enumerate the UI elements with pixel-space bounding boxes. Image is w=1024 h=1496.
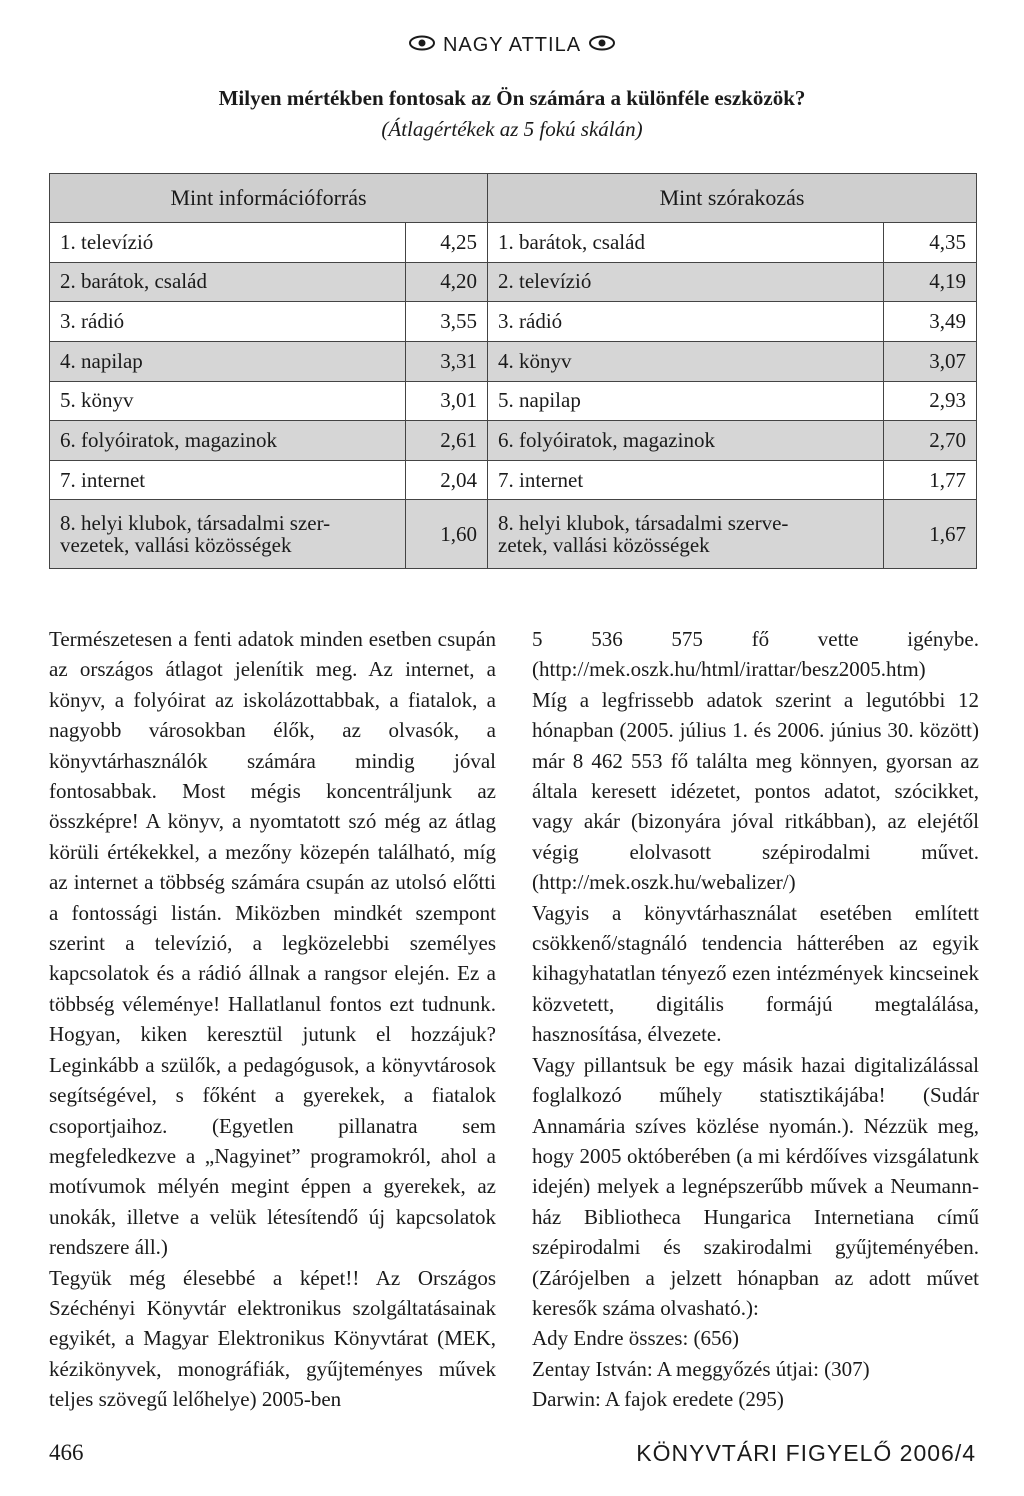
- table-cell: 4,35: [884, 223, 977, 263]
- journal-name: KÖNYVTÁRI FIGYELŐ 2006/4: [636, 1440, 976, 1466]
- table-cell: [50, 500, 406, 569]
- table-cell: 2. televízió: [488, 262, 884, 302]
- table-cell: 2,93: [884, 381, 977, 421]
- table-cell: 5. napilap: [488, 381, 884, 421]
- table-cell: 1,77: [884, 460, 977, 500]
- table-cell: [488, 500, 884, 569]
- table-row: [50, 341, 977, 381]
- table-cell: 1,67: [884, 500, 977, 569]
- table-cell: 4,19: [884, 262, 977, 302]
- paragraph: Természetesen a fenti adatok minden esetben csupán az országos átlagot jelenítik meg. Az internet, a könyv, a folyóirat az iskolázottabbak, a fiatalok, a nagyobb városokban élők, az olvasók, a könyvtárhasználók számára mindig jóval fontosabbak. Most mégis koncentráljunk az összképre! A könyv, a nyomtatott szó még az átlag körüli értékekkel, a mezőny közepén található, míg az internet a többség számára csupán az utolsó előtti a fontossági listán. Miközben mindkét szempont szerint a televízió, a legközelebbi személyes kapcsolatok és a rádió állnak a rangsor elején. Ez a többség véleménye! Hallatlanul fontos ezt tudnunk. Hogyan, kiken keresztül jutunk el hozzájuk? Leginkább a szülők, a pedagógusok, a könyvtárosok segítségével, s főként a gyerekek, a fiatalok csoportjaihoz. (Egyetlen pillanatra sem megfeledkezve a „Nagyinet” programokról, ahol a motívumok mélyén megint éppen a gyerekek, az unokák, illetve a velük létesítendő új kapcsolatok rendszere áll.): [49, 627, 496, 1260]
- table-cell: 1. barátok, család: [488, 223, 884, 263]
- left-text-column: [49, 624, 496, 1415]
- right-text-column: [532, 624, 979, 1415]
- page-number: 466: [49, 1440, 84, 1465]
- table-cell: 2. barátok, család: [50, 262, 406, 302]
- table-row: [50, 381, 977, 421]
- table-header-entertainment: Mint szórakozás: [488, 174, 977, 223]
- table-cell: 7. internet: [488, 460, 884, 500]
- table-row: [50, 460, 977, 500]
- table-cell: 4. napilap: [50, 341, 406, 381]
- table-cell: 2,04: [406, 460, 488, 500]
- list-item: Ady Endre összes: (656): [532, 1326, 740, 1351]
- table-header-information: Mint információforrás: [50, 174, 488, 223]
- running-header: [0, 34, 1024, 57]
- table-cell: 3,07: [884, 341, 977, 381]
- cell-line: zetek, vallási közösségek: [498, 533, 710, 558]
- cell-line: 8. helyi klubok, társadalmi szerve-: [498, 511, 789, 536]
- table-cell: 2,70: [884, 421, 977, 461]
- table-cell: 3,01: [406, 381, 488, 421]
- cell-line: vezetek, vallási közösségek: [60, 533, 292, 558]
- table-row: [50, 223, 977, 263]
- paragraph: Míg a legfrissebb adatok szerint a legutóbbi 12 hónapban (2005. július 1. és 2006. június 30. között) már 8 462 553 fő találta meg könnyen, gyorsan az általa keresett idézetet, pontos adatot, szócikket, vagy akár (bizonyára jóval ritkábban), az elejétől végig elolvasott szépirodalmi művet. (http://mek.oszk.hu/webalizer/): [532, 687, 979, 895]
- table-cell: 3,55: [406, 302, 488, 342]
- eye-ornament-icon: [589, 34, 615, 57]
- table-cell: 5. könyv: [50, 381, 406, 421]
- table-cell: 4,25: [406, 223, 488, 263]
- table-cell: 2,61: [406, 421, 488, 461]
- table-cell: 4,20: [406, 262, 488, 302]
- table-row: [50, 262, 977, 302]
- table-cell: 3,31: [406, 341, 488, 381]
- cell-line: 8. helyi klubok, társadalmi szer-: [60, 511, 331, 536]
- table-row: [50, 500, 977, 569]
- author-name: NAGY ATTILA: [442, 34, 582, 56]
- table-subtitle: (Átlagértékek az 5 fokú skálán): [381, 117, 643, 141]
- table-row: [50, 302, 977, 342]
- table-cell: 3. rádió: [488, 302, 884, 342]
- table-cell: 7. internet: [50, 460, 406, 500]
- table-cell: 3,49: [884, 302, 977, 342]
- table-cell: 1. televízió: [50, 223, 406, 263]
- table-cell: 6. folyóiratok, magazinok: [488, 421, 884, 461]
- list-item: Darwin: A fajok eredete (295): [532, 1387, 784, 1412]
- table-row: [50, 421, 977, 461]
- table-title: Milyen mértékben fontosak az Ön számára a különféle eszközök?: [218, 86, 806, 110]
- paragraph: Tegyük még élesebbé a képet!! Az Országos Széchényi Könyvtár elektronikus szolgáltatásainak egyikét, a Magyar Elektronikus Könyvtárat (MEK, kézikönyvek, monográfiák, gyűjteményes művek teljes szövegű lelőhelye) 2005-ben: [49, 1265, 496, 1412]
- table-cell: 3. rádió: [50, 302, 406, 342]
- eye-ornament-icon: [409, 34, 435, 57]
- paragraph: Vagy pillantsuk be egy másik hazai digitalizálással foglalkozó műhely statisztikájába! (Sudár Annamária szíves közlése nyomán.). Nézzük meg, hogy 2005 októberében (a mi kérdőíves vizsgálatunk idején) melyek a legnépszerűbb művek a Neumann-ház Bibliotheca Hungarica Internetiana című szépirodalmi és szakirodalmi gyűjteményében. (Zárójelben a jelzett hónapban az adott művet keresők száma olvasható.):: [532, 1052, 979, 1320]
- paragraph: Vagyis a könyvtárhasználat esetében említett csökkenő/stagnáló tendencia hátterében az egyik kihagyhatatlan tényező ezen intézmények kincseinek közvetett, digitális formájú megtalálása, hasznosítása, élvezete.: [532, 900, 979, 1047]
- list-item: Zentay István: A meggyőzés útjai: (307): [532, 1356, 870, 1381]
- ranking-table: [49, 173, 977, 569]
- table-cell: 4. könyv: [488, 341, 884, 381]
- paragraph: 5 536 575 fő vette igénybe. (http://mek.oszk.hu/html/irattar/besz2005.htm): [532, 627, 979, 682]
- table-cell: 6. folyóiratok, magazinok: [50, 421, 406, 461]
- table-cell: 1,60: [406, 500, 488, 569]
